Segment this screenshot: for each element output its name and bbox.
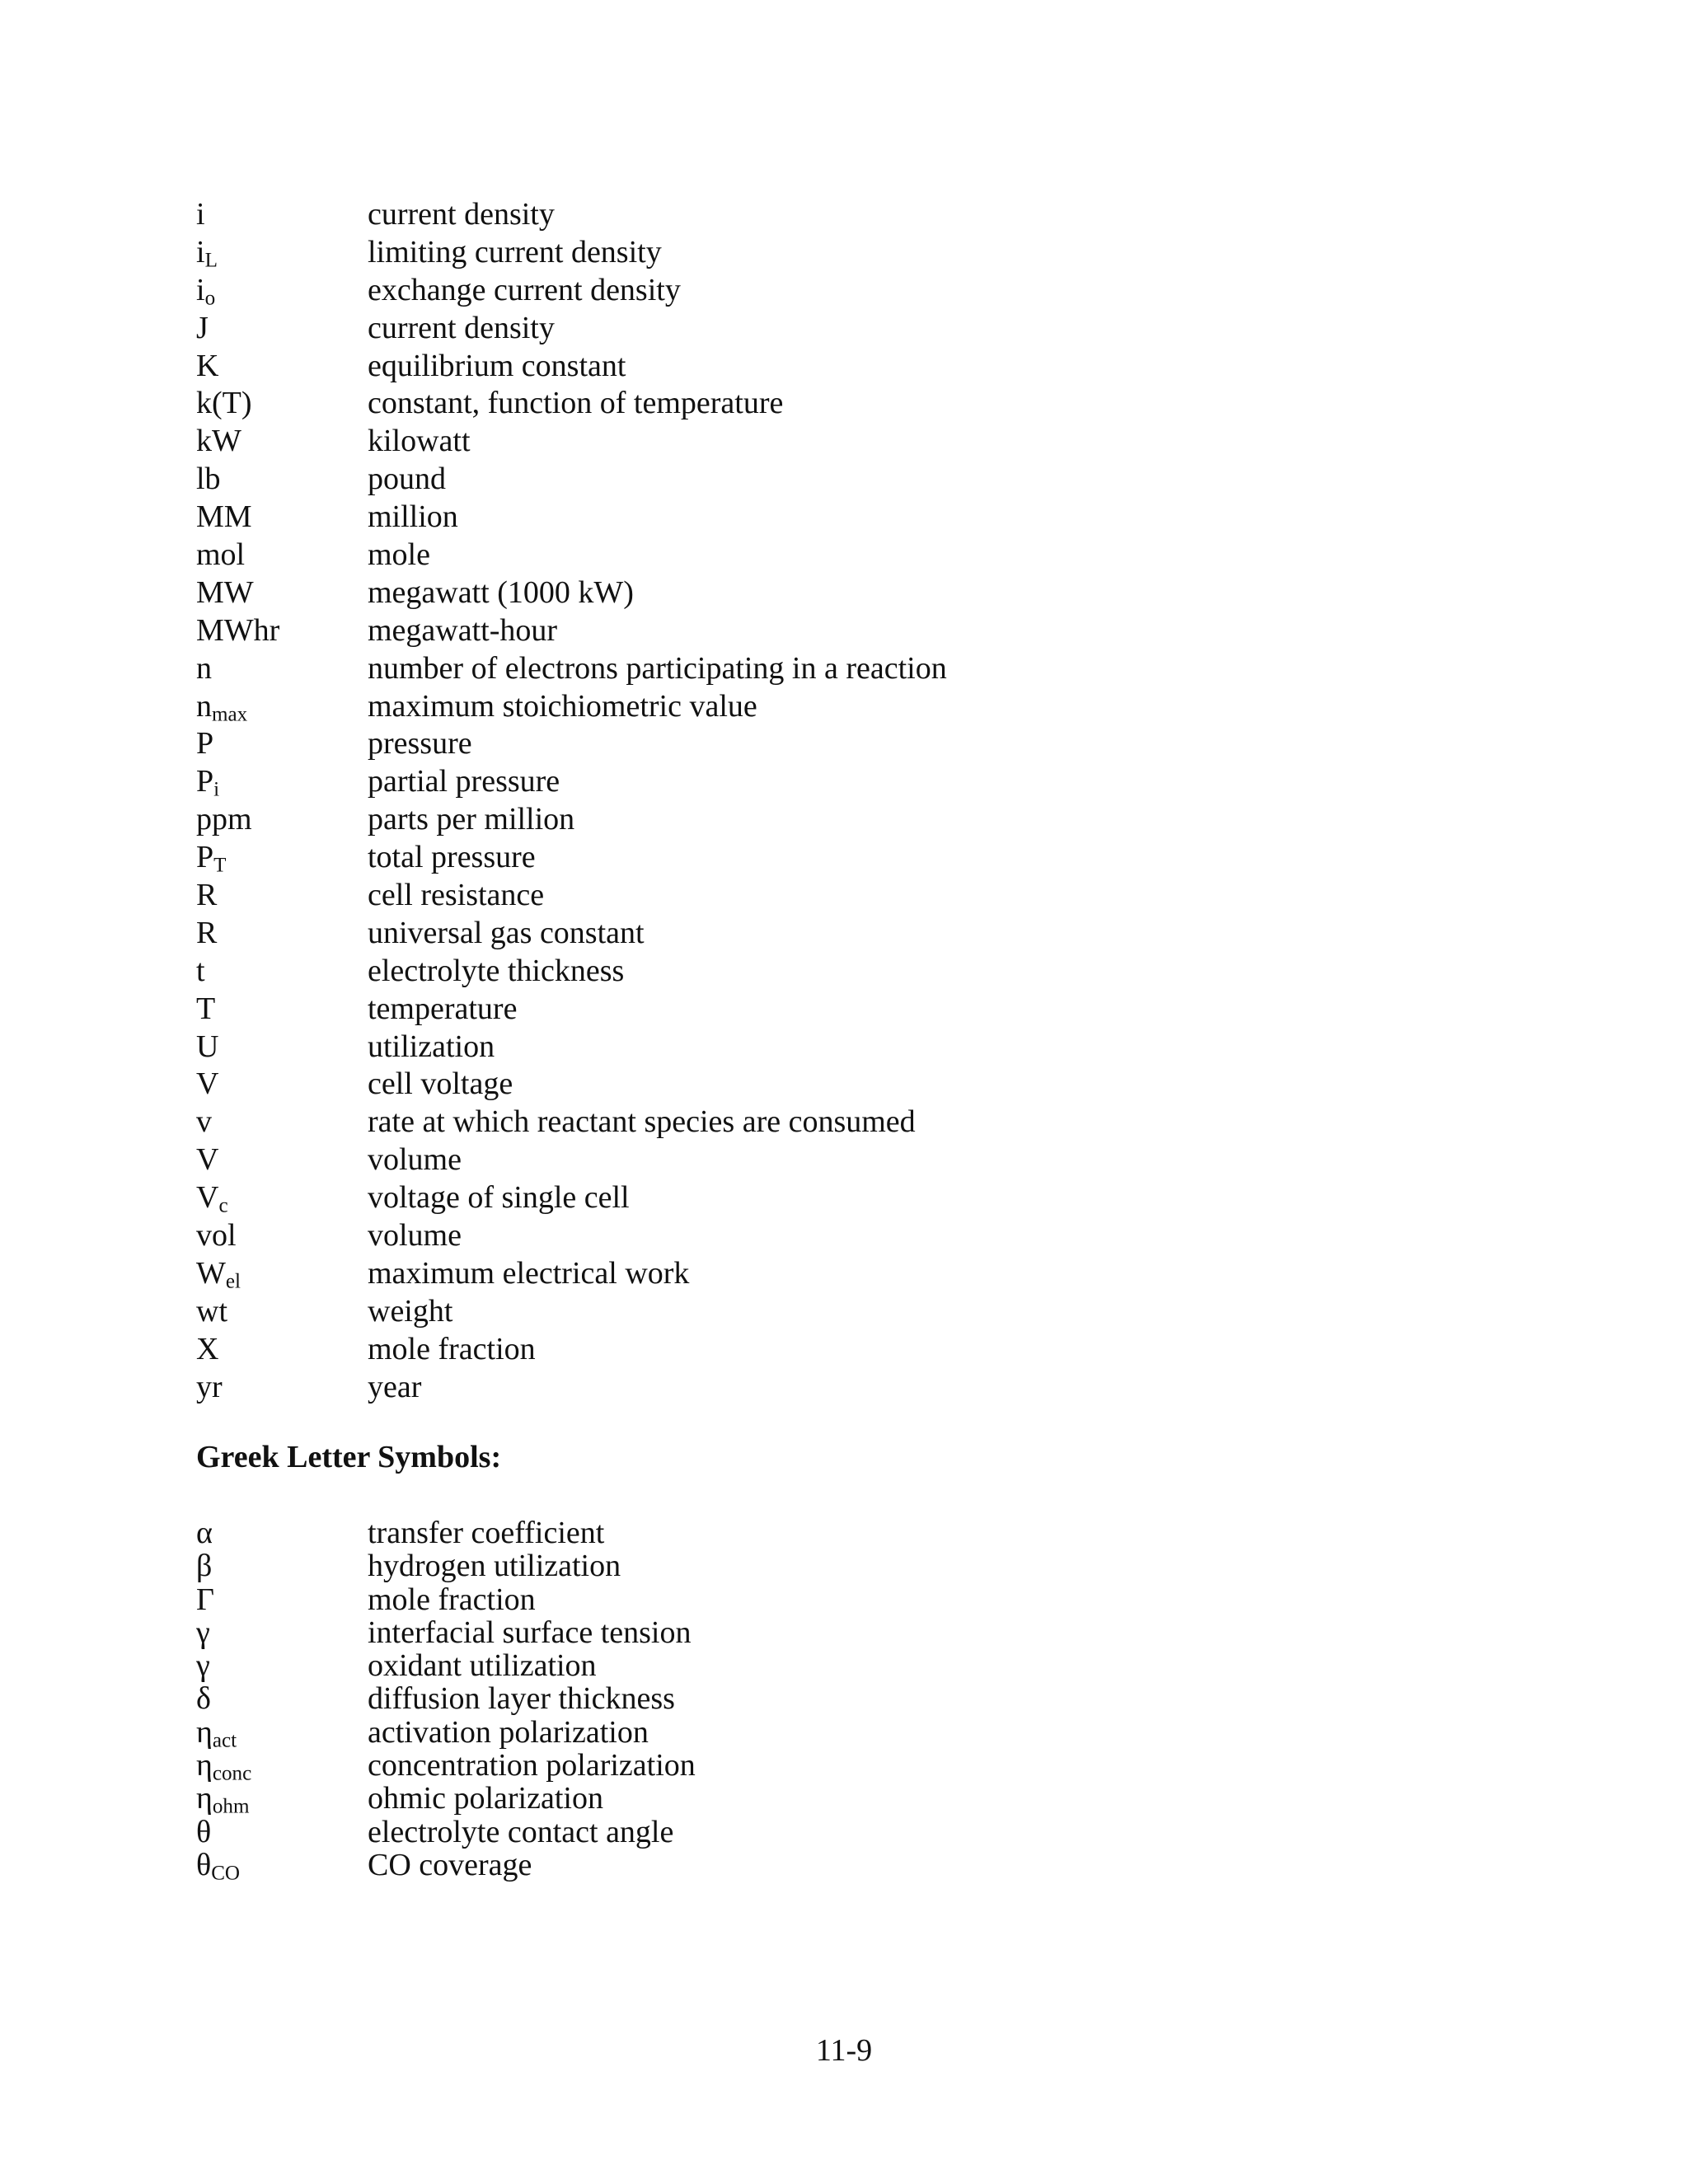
- symbol-base: MM: [196, 499, 252, 535]
- symbol-row: [196, 877, 1515, 915]
- greek-symbol-row: [196, 1816, 1515, 1849]
- symbol: [196, 1179, 368, 1217]
- symbol-definition: limiting current density: [368, 234, 662, 269]
- greek-symbols-heading: Greek Letter Symbols:: [196, 1440, 502, 1474]
- symbol-list: [196, 196, 1515, 1407]
- symbol: [196, 1714, 368, 1752]
- symbol-base: δ: [196, 1681, 211, 1717]
- symbol-base: P: [196, 726, 214, 762]
- symbol-definition: mole fraction: [368, 1331, 536, 1366]
- symbol: [196, 1217, 368, 1255]
- symbol: [196, 1255, 368, 1293]
- symbol: [196, 1104, 368, 1141]
- symbol-definition: partial pressure: [368, 764, 560, 799]
- symbol-row: [196, 574, 1515, 612]
- symbol: [196, 1816, 368, 1849]
- symbol: [196, 310, 368, 348]
- symbol: [196, 612, 368, 650]
- symbol-subscript: act: [212, 1729, 237, 1752]
- symbol: [196, 423, 368, 461]
- symbol: [196, 1369, 368, 1407]
- symbol-row: [196, 991, 1515, 1029]
- symbol-base: P: [196, 764, 214, 799]
- greek-symbol-row: [196, 1516, 1515, 1549]
- symbol: [196, 1331, 368, 1369]
- symbol-base: k(T): [196, 386, 252, 421]
- symbol-base: v: [196, 1104, 212, 1140]
- symbol-row: [196, 499, 1515, 537]
- symbol-row: [196, 272, 1515, 310]
- symbol-base: T: [196, 991, 216, 1026]
- symbol-base: V: [196, 1066, 219, 1102]
- symbol-subscript: max: [212, 703, 248, 726]
- symbol-base: γ: [196, 1648, 210, 1684]
- symbol-definition: universal gas constant: [368, 915, 645, 950]
- greek-symbol-row: [196, 1847, 1515, 1885]
- symbol-subscript: T: [213, 854, 227, 877]
- symbol-subscript: i: [213, 778, 220, 801]
- symbol-definition: current density: [368, 310, 555, 345]
- symbol: [196, 1141, 368, 1179]
- symbol-base: η: [196, 1781, 213, 1816]
- symbol-row: [196, 763, 1515, 801]
- symbol-base: R: [196, 878, 218, 913]
- symbol-row: [196, 1293, 1515, 1331]
- greek-symbol-list: [196, 1516, 1515, 1885]
- symbol: [196, 1748, 368, 1785]
- greek-symbol-row: [196, 1583, 1515, 1616]
- symbol-base: η: [196, 1748, 213, 1783]
- symbol: [196, 1293, 368, 1331]
- symbol: [196, 499, 368, 537]
- symbol-base: W: [196, 1255, 226, 1291]
- symbol-row: [196, 612, 1515, 650]
- symbol-base: γ: [196, 1615, 210, 1650]
- symbol-definition: activation polarization: [368, 1714, 649, 1750]
- symbol-base: i: [196, 197, 205, 232]
- symbol: [196, 688, 368, 726]
- symbol: [196, 725, 368, 763]
- symbol-base: kW: [196, 424, 241, 459]
- symbol-base: n: [196, 650, 212, 686]
- symbol-row: [196, 650, 1515, 688]
- symbol: [196, 1029, 368, 1066]
- symbol-base: vol: [196, 1218, 237, 1254]
- symbol-base: K: [196, 348, 219, 383]
- symbol-definition: maximum stoichiometric value: [368, 688, 757, 724]
- symbol-row: [196, 801, 1515, 839]
- symbol-row: [196, 1179, 1515, 1217]
- symbol-base: wt: [196, 1293, 227, 1329]
- symbol-base: V: [196, 1180, 219, 1216]
- symbol-definition: temperature: [368, 991, 518, 1026]
- symbol-base: yr: [196, 1369, 223, 1404]
- symbol-base: θ: [196, 1847, 212, 1882]
- symbol-definition: volume: [368, 1142, 462, 1178]
- greek-symbol-row: [196, 1682, 1515, 1715]
- symbol-subscript: conc: [212, 1762, 252, 1785]
- symbol-row: [196, 1029, 1515, 1066]
- symbol-definition: constant, function of temperature: [368, 386, 784, 421]
- symbol-base: i: [196, 272, 205, 307]
- symbol-definition: utilization: [368, 1029, 495, 1064]
- symbol-definition: electrolyte thickness: [368, 953, 625, 988]
- symbol-row: [196, 461, 1515, 499]
- symbol: [196, 234, 368, 272]
- symbol: [196, 877, 368, 915]
- symbol-definition: parts per million: [368, 802, 575, 837]
- symbol-subscript: ohm: [212, 1795, 250, 1818]
- greek-symbol-row: [196, 1616, 1515, 1649]
- symbol-base: i: [196, 234, 205, 269]
- symbol-row: [196, 423, 1515, 461]
- greek-symbol-row: [196, 1649, 1515, 1682]
- symbol: [196, 385, 368, 423]
- symbol-subscript: el: [225, 1270, 241, 1293]
- greek-symbol-row: [196, 1714, 1515, 1752]
- symbol-definition: exchange current density: [368, 272, 681, 307]
- symbol: [196, 953, 368, 991]
- symbol-base: U: [196, 1029, 219, 1064]
- symbol: [196, 461, 368, 499]
- symbol-base: Γ: [196, 1582, 214, 1617]
- symbol-row: [196, 1217, 1515, 1255]
- symbol-definition: interfacial surface tension: [368, 1615, 692, 1650]
- symbol: [196, 1781, 368, 1818]
- symbol-base: R: [196, 915, 218, 950]
- symbol-definition: equilibrium constant: [368, 348, 626, 383]
- symbol-definition: mole fraction: [368, 1582, 536, 1617]
- symbol: [196, 915, 368, 953]
- symbol-definition: cell resistance: [368, 878, 545, 913]
- symbol-base: V: [196, 1142, 219, 1178]
- symbol-row: [196, 1369, 1515, 1407]
- symbol-definition: hydrogen utilization: [368, 1549, 621, 1584]
- symbol-subscript: o: [204, 287, 216, 310]
- symbol-base: MW: [196, 574, 254, 610]
- symbol: [196, 1616, 368, 1649]
- symbol-definition: pound: [368, 462, 446, 497]
- symbol-row: [196, 1331, 1515, 1369]
- symbol: [196, 272, 368, 310]
- symbol: [196, 839, 368, 877]
- symbol-base: θ: [196, 1814, 212, 1849]
- symbol-definition: oxidant utilization: [368, 1648, 597, 1684]
- symbol-row: [196, 310, 1515, 348]
- symbol-row: [196, 1066, 1515, 1104]
- symbol-row: [196, 953, 1515, 991]
- symbol: [196, 991, 368, 1029]
- symbol-definition: kilowatt: [368, 424, 471, 459]
- symbol: [196, 1549, 368, 1582]
- symbol-base: n: [196, 688, 212, 724]
- symbol: [196, 537, 368, 574]
- symbol-definition: number of electrons participating in a reaction: [368, 650, 947, 686]
- symbol-definition: concentration polarization: [368, 1748, 696, 1783]
- symbol-base: α: [196, 1516, 213, 1550]
- symbol-subscript: CO: [211, 1862, 241, 1885]
- symbol-definition: mole: [368, 537, 430, 573]
- symbol-base: mol: [196, 537, 246, 573]
- symbol-row: [196, 1255, 1515, 1293]
- symbol-definition: volume: [368, 1218, 462, 1254]
- greek-symbol-row: [196, 1549, 1515, 1582]
- symbol-base: lb: [196, 462, 221, 497]
- symbol-definition: CO coverage: [368, 1847, 532, 1882]
- symbol: [196, 1516, 368, 1549]
- symbol: [196, 650, 368, 688]
- symbol-definition: cell voltage: [368, 1066, 513, 1102]
- symbol-definition: electrolyte contact angle: [368, 1814, 674, 1849]
- symbol-definition: megawatt-hour: [368, 612, 558, 648]
- symbol-base: J: [196, 310, 209, 345]
- symbol: [196, 1649, 368, 1682]
- symbol-base: MWhr: [196, 612, 280, 648]
- symbol-definition: maximum electrical work: [368, 1255, 690, 1291]
- symbol-row: [196, 348, 1515, 386]
- symbol-row: [196, 725, 1515, 763]
- symbol-definition: voltage of single cell: [368, 1180, 630, 1216]
- symbol: [196, 196, 368, 234]
- symbol-row: [196, 915, 1515, 953]
- symbol-definition: year: [368, 1369, 422, 1404]
- greek-symbol-row: [196, 1781, 1515, 1818]
- symbol-definition: pressure: [368, 726, 472, 762]
- symbol: [196, 574, 368, 612]
- symbol: [196, 763, 368, 801]
- symbol-row: [196, 688, 1515, 726]
- symbol-base: ppm: [196, 802, 252, 837]
- symbol-row: [196, 196, 1515, 234]
- symbol-definition: current density: [368, 197, 555, 232]
- page-number: 11-9: [815, 2033, 873, 2068]
- symbol-definition: million: [368, 499, 458, 535]
- symbol-definition: diffusion layer thickness: [368, 1681, 675, 1717]
- symbol-row: [196, 385, 1515, 423]
- symbol-row: [196, 1104, 1515, 1141]
- symbol: [196, 1847, 368, 1885]
- symbol: [196, 1682, 368, 1715]
- symbol-definition: transfer coefficient: [368, 1516, 605, 1550]
- symbol-base: t: [196, 953, 205, 988]
- symbol-definition: weight: [368, 1293, 453, 1329]
- symbol-row: [196, 537, 1515, 574]
- symbol-row: [196, 234, 1515, 272]
- symbol: [196, 1066, 368, 1104]
- symbol-row: [196, 839, 1515, 877]
- symbol-base: β: [196, 1549, 213, 1584]
- symbol-subscript: c: [218, 1194, 228, 1217]
- symbol: [196, 1583, 368, 1616]
- symbol-subscript: L: [204, 249, 218, 272]
- symbol-definition: megawatt (1000 kW): [368, 574, 634, 610]
- symbol-definition: total pressure: [368, 840, 536, 875]
- symbol-definition: ohmic polarization: [368, 1781, 603, 1816]
- symbol: [196, 801, 368, 839]
- symbol-base: X: [196, 1331, 219, 1366]
- symbol-row: [196, 1141, 1515, 1179]
- symbol-definition: rate at which reactant species are consumed: [368, 1104, 916, 1140]
- greek-symbol-row: [196, 1748, 1515, 1785]
- symbol-base: η: [196, 1714, 213, 1750]
- symbol-base: P: [196, 840, 214, 875]
- symbol: [196, 348, 368, 386]
